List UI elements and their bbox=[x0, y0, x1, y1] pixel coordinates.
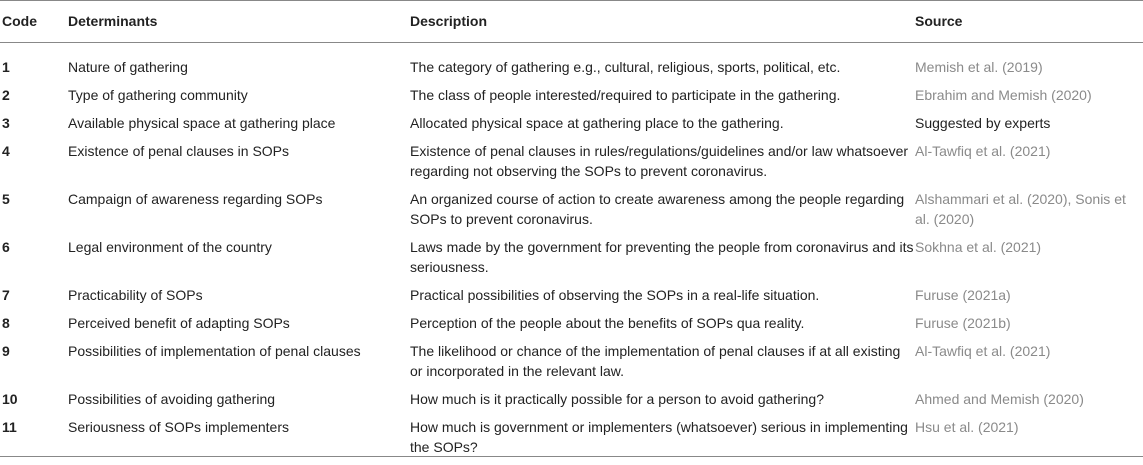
table-row bbox=[0, 313, 1143, 341]
row-source-link[interactable]: Hsu et al. (2021) bbox=[915, 418, 1019, 435]
table-row bbox=[0, 389, 1143, 417]
header-source: Source bbox=[915, 12, 963, 29]
row-description: The category of gathering e.g., cultural, religious, sports, political, etc. bbox=[410, 58, 841, 75]
table-row bbox=[0, 237, 1143, 285]
table-row bbox=[0, 42, 1143, 85]
row-description: Laws made by the government for preventing the people from coronavirus and its seriousness. bbox=[410, 238, 914, 275]
row-code: 7 bbox=[2, 286, 10, 303]
row-code: 4 bbox=[2, 142, 10, 159]
row-determinant: Perceived benefit of adapting SOPs bbox=[68, 314, 290, 331]
row-code: 6 bbox=[2, 238, 10, 255]
row-source-link[interactable]: Furuse (2021a) bbox=[915, 286, 1011, 303]
row-determinant: Practicability of SOPs bbox=[68, 286, 203, 303]
row-description: How much is it practically possible for a person to avoid gathering? bbox=[410, 390, 824, 407]
table-row bbox=[0, 417, 1143, 465]
header-description: Description bbox=[410, 12, 488, 29]
row-source-link[interactable]: Ahmed and Memish (2020) bbox=[915, 390, 1084, 407]
row-code: 11 bbox=[2, 418, 17, 435]
row-determinant: Legal environment of the country bbox=[68, 238, 272, 255]
row-description: Existence of penal clauses in rules/regulations/guidelines and/or law whatsoever regarding not observing the SOPs to prevent coronavirus. bbox=[410, 142, 909, 179]
row-determinant: Available physical space at gathering place bbox=[68, 114, 336, 131]
row-determinant: Seriousness of SOPs implementers bbox=[68, 418, 289, 435]
row-source: Suggested by experts bbox=[915, 114, 1051, 131]
row-description: The class of people interested/required to participate in the gathering. bbox=[410, 86, 841, 103]
table-row bbox=[0, 85, 1143, 113]
row-description: An organized course of action to create awareness among the people regarding SOPs to prevent coronavirus. bbox=[410, 190, 905, 227]
table-row bbox=[0, 189, 1143, 237]
row-description: Perception of the people about the benefits of SOPs qua reality. bbox=[410, 314, 805, 331]
row-determinant: Type of gathering community bbox=[68, 86, 248, 103]
table-row bbox=[0, 113, 1143, 141]
row-source-link[interactable]: Sokhna et al. (2021) bbox=[915, 238, 1042, 255]
row-description: The likelihood or chance of the implementation of penal clauses if at all existing or incorporated in the relevant law. bbox=[410, 342, 901, 379]
bottom-rule bbox=[0, 456, 1143, 457]
row-source-link[interactable]: Alshammari et al. (2020), Sonis et al. (2020) bbox=[915, 190, 1126, 227]
row-determinant: Possibilities of implementation of penal clauses bbox=[68, 342, 361, 359]
row-determinant: Possibilities of avoiding gathering bbox=[68, 390, 276, 407]
row-source-link[interactable]: Al-Tawfiq et al. (2021) bbox=[915, 342, 1051, 359]
table-row bbox=[0, 285, 1143, 313]
table-row bbox=[0, 341, 1143, 389]
row-source-link[interactable]: Ebrahim and Memish (2020) bbox=[915, 86, 1092, 103]
row-determinant: Existence of penal clauses in SOPs bbox=[68, 142, 290, 159]
top-rule bbox=[0, 0, 1143, 1]
row-source-link[interactable]: Memish et al. (2019) bbox=[915, 58, 1043, 75]
row-code: 5 bbox=[2, 190, 10, 207]
header-determinants: Determinants bbox=[68, 12, 158, 29]
row-source-link[interactable]: Furuse (2021b) bbox=[915, 314, 1011, 331]
row-determinant: Nature of gathering bbox=[68, 58, 188, 75]
row-source-link[interactable]: Al-Tawfiq et al. (2021) bbox=[915, 142, 1051, 159]
row-code: 8 bbox=[2, 314, 10, 331]
table-row bbox=[0, 141, 1143, 189]
row-description: Practical possibilities of observing the SOPs in a real-life situation. bbox=[410, 286, 820, 303]
row-determinant: Campaign of awareness regarding SOPs bbox=[68, 190, 323, 207]
row-code: 10 bbox=[2, 390, 18, 407]
row-code: 2 bbox=[2, 86, 10, 103]
row-code: 9 bbox=[2, 342, 10, 359]
row-description: Allocated physical space at gathering place to the gathering. bbox=[410, 114, 784, 131]
table-header-row bbox=[0, 0, 1143, 42]
row-code: 1 bbox=[2, 58, 10, 75]
header-code: Code bbox=[2, 12, 37, 29]
row-code: 3 bbox=[2, 114, 10, 131]
row-description: How much is government or implementers (whatsoever) serious in implementing the SOPs? bbox=[410, 418, 908, 455]
